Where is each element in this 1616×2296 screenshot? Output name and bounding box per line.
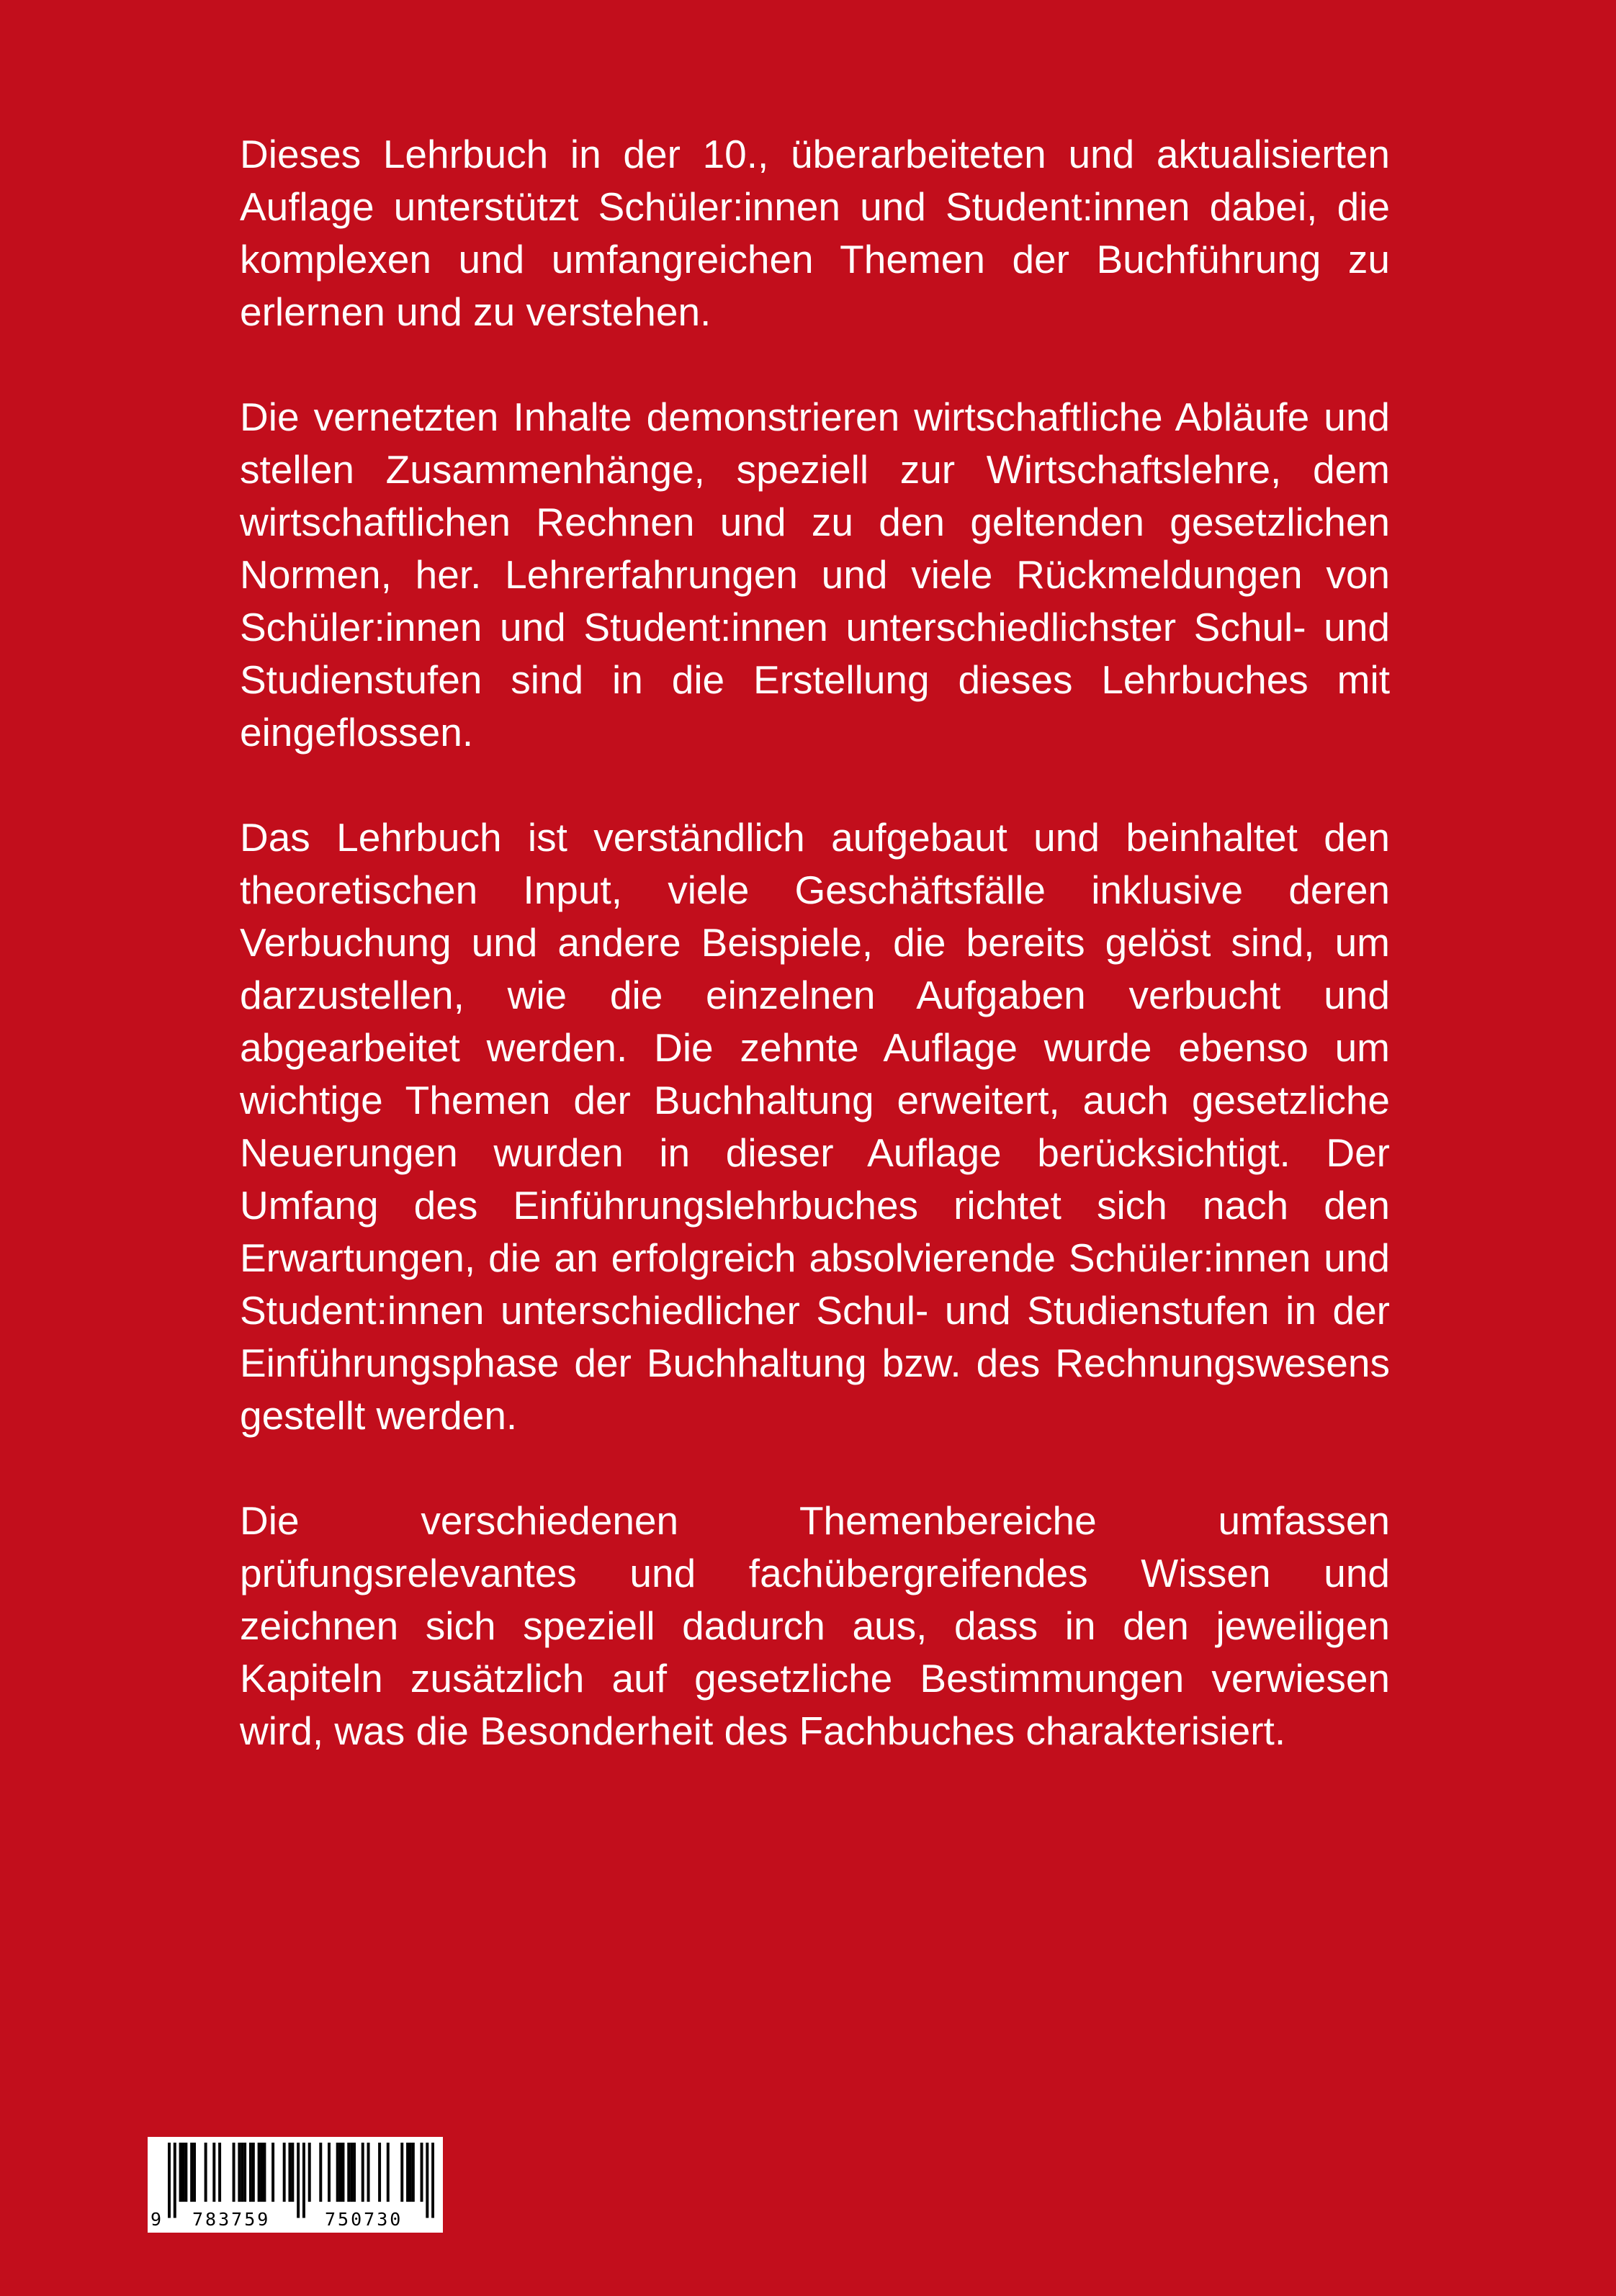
blurb-text-block	[240, 128, 1390, 1810]
blurb-paragraph-4: Die verschiedenen Themenbereiche umfassen prüfungsrelevantes und fachübergreifendes Wissen und zeichnen sich speziell dadurch aus, dass in den jeweiligen Kapiteln zusätzlich auf gesetzliche Bestimmungen verwiesen wird, was die Besonderheit des Fachbuches charakterisiert.	[240, 1498, 1390, 1753]
barcode-digits: 750730	[325, 2209, 403, 2230]
barcode-digits: 783759	[192, 2209, 271, 2230]
blurb-paragraph-2: Die vernetzten Inhalte demonstrieren wirtschaftliche Abläufe und stellen Zusammenhänge, speziell zur Wirtschaftslehre, dem wirtschaftlichen Rechnen und zu den geltenden gesetzlichen Normen, her. Lehrerfahrungen und viele Rückmeldungen von Schüler:innen und Student:innen unterschiedlichster Schul- und Studienstufen sind in die Erstellung dieses Lehrbuches mit eingeflossen.	[240, 395, 1390, 755]
blurb-paragraph-1: Dieses Lehrbuch in der 10., überarbeiteten und aktualisierten Auflage unterstützt Schüler:innen und Student:innen dabei, die komplexen und umfangreichen Themen der Buchführung zu erlernen und zu verstehen.	[240, 132, 1390, 334]
barcode-digits: 9	[151, 2209, 164, 2230]
blurb-paragraph-3: Das Lehrbuch ist verständlich aufgebaut und beinhaltet den theoretischen Input, viele Geschäftsfälle inklusive deren Verbuchung und andere Beispiele, die bereits gelöst sind, um darzustellen, wie die einzelnen Aufgaben verbucht und abgearbeitet werden. Die zehnte Auflage wurde ebenso um wichtige Themen der Buchhaltung erweitert, auch gesetzliche Neuerungen wurden in dieser Auflage berücksichtigt. Der Umfang des Einführungslehrbuches richtet sich nach den Erwartungen, die an erfolgreich absolvierende Schüler:innen und Student:innen unterschiedlicher Schul- und Studienstufen in der Einführungsphase der Buchhaltung bzw. des Rechnungswesens gestellt werden.	[240, 815, 1390, 1438]
isbn-barcode	[148, 2137, 443, 2233]
